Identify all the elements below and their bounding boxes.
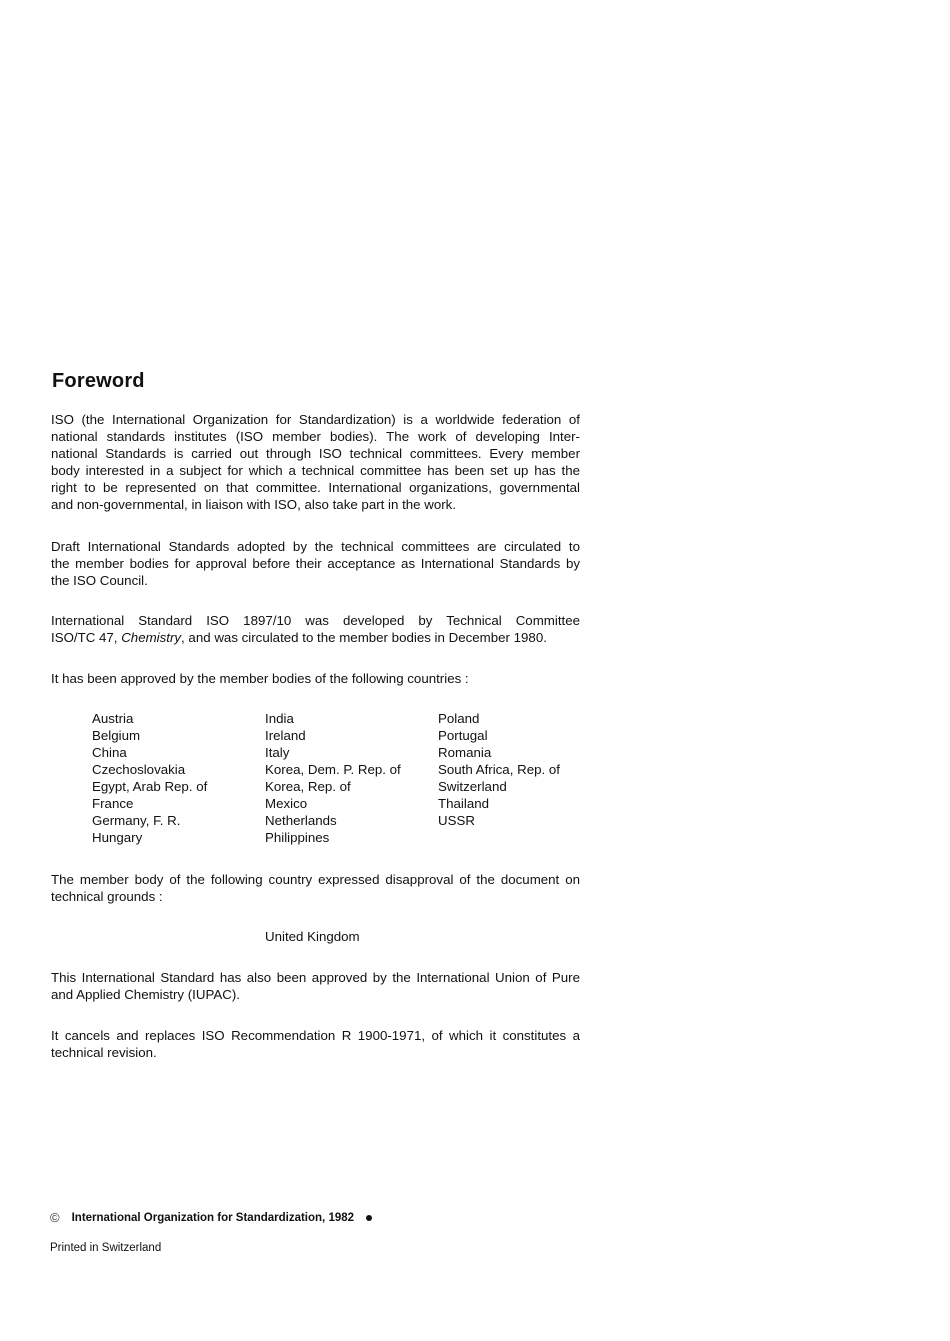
text-line: International Standard ISO 1897/10 was developed by Technical Committee [51,613,580,628]
country-item: Germany, F. R. [92,813,181,828]
copyright-line [50,1210,372,1225]
country-item: Korea, Rep. of [265,779,351,794]
committee-name: Chemistry [121,630,182,645]
country-item: China [92,745,127,760]
country-column-1 [92,710,207,846]
country-column-2 [265,710,401,846]
text-line: national Standards is carried out through ISO technical committees. Every member [51,446,580,461]
iupac-paragraph [51,969,580,1003]
country-item: Korea, Dem. P. Rep. of [265,762,401,777]
text-line: and non-governmental, in liaison with ISO, also take part in the work. [51,497,457,512]
country-item: Italy [265,745,290,760]
country-item: Netherlands [265,813,337,828]
approval-intro: It has been approved by the member bodies of the following countries : [51,671,469,686]
text-line: It cancels and replaces ISO Recommendation R 1900-1971, of which it constitutes a [51,1028,580,1043]
text-line: Draft International Standards adopted by the technical committees are circulated to [51,539,580,554]
country-item: USSR [438,813,475,828]
disapproving-country: United Kingdom [265,929,360,944]
text-fragment: ISO/TC 47, [51,630,122,645]
copyright-icon: © [50,1210,60,1225]
text-line: body interested in a subject for which a technical committee has been set up has the [51,463,580,478]
text-line: This International Standard has also been approved by the International Union of Pure [51,970,580,985]
country-item: Ireland [265,728,306,743]
cancels-paragraph [51,1027,580,1061]
text-line: technical revision. [51,1045,157,1060]
country-item: Austria [92,711,134,726]
development-paragraph [51,612,580,646]
country-item: France [92,796,134,811]
intro-paragraph [51,411,580,513]
country-item: Romania [438,745,492,760]
text-fragment: , and was circulated to the member bodies in December 1980. [181,630,547,645]
country-item: Mexico [265,796,308,811]
foreword-heading: Foreword [52,370,145,392]
printed-in: Printed in Switzerland [50,1242,162,1254]
text-line: technical grounds : [51,889,163,904]
text-line: national standards institutes (ISO member bodies). The work of developing Inter- [51,429,580,444]
country-item: Egypt, Arab Rep. of [92,779,208,794]
text-line: ISO (the International Organization for Standardization) is a worldwide federation of [51,412,580,427]
text-line: The member body of the following country expressed disapproval of the document on [51,872,580,887]
text-line: the ISO Council. [51,573,148,588]
country-item: Poland [438,711,480,726]
country-column-3 [438,710,560,829]
bullet-icon [366,1215,372,1221]
country-item: Thailand [438,796,490,811]
country-item: South Africa, Rep. of [438,762,560,777]
country-item: Philippines [265,830,330,845]
disapproval-paragraph [51,871,580,905]
text-line [51,629,580,646]
draft-standards-paragraph [51,538,580,589]
text-line: the member bodies for approval before their acceptance as International Standards by [51,556,580,571]
copyright-text: International Organization for Standardization, 1982 [71,1211,355,1224]
text-line: and Applied Chemistry (IUPAC). [51,987,240,1002]
country-item: Switzerland [438,779,507,794]
country-item: Portugal [438,728,488,743]
text-line: right to be represented on that committee. International organizations, governmental [51,480,580,495]
country-item: Czechoslovakia [92,762,186,777]
country-item: Hungary [92,830,143,845]
country-item: India [265,711,294,726]
country-item: Belgium [92,728,141,743]
